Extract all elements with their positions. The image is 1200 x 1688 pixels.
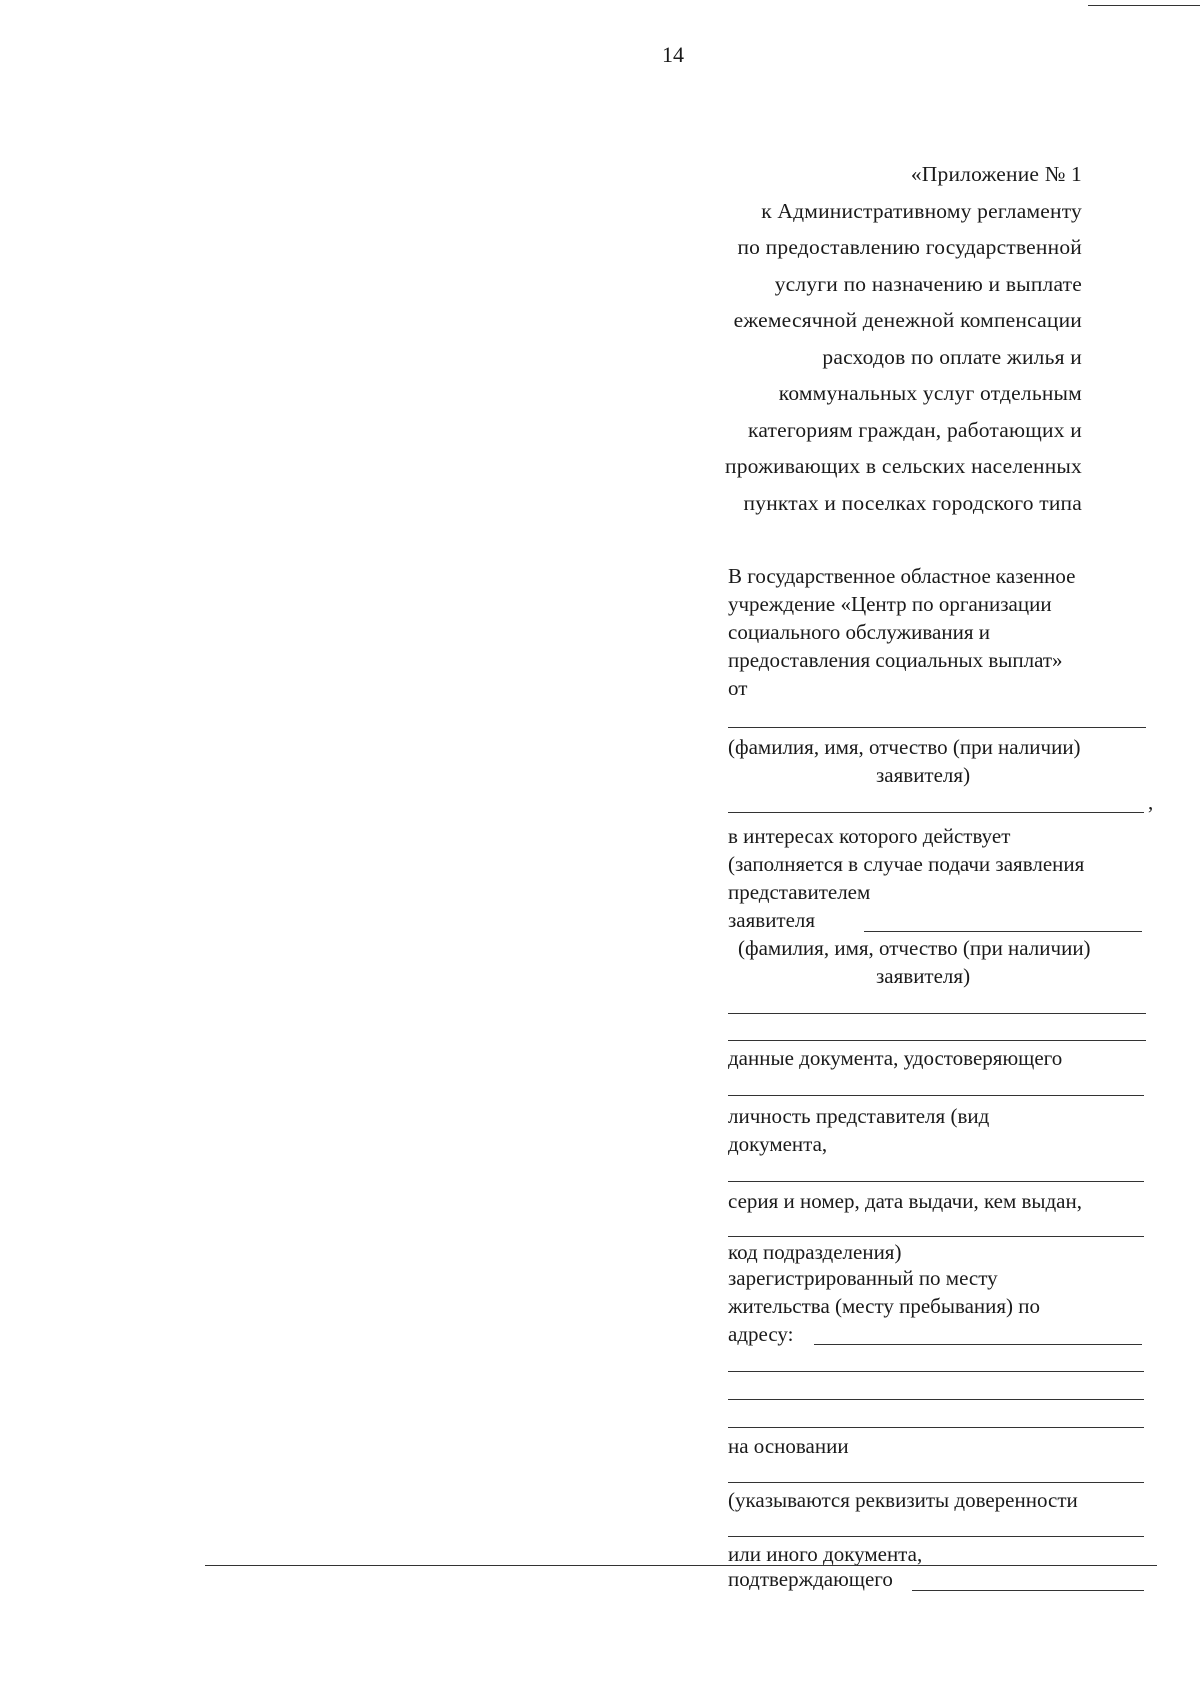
doc-data-label: данные документа, удостоверяющего: [728, 1046, 1063, 1070]
address-field[interactable]: [728, 1427, 1144, 1428]
address-field[interactable]: [728, 1399, 1144, 1400]
requisites-field[interactable]: [728, 1536, 1144, 1537]
requisites-hint: (указываются реквизиты доверенности: [728, 1488, 1078, 1512]
confirming-label: подтверждающего: [728, 1567, 893, 1591]
appendix-line: коммунальных услуг отдельным: [778, 381, 1082, 405]
basis-label: на основании: [728, 1434, 849, 1458]
other-doc-label: или иного документа,: [728, 1542, 923, 1566]
identity-label: документа,: [728, 1132, 828, 1156]
addressee-line: В государственное областное казенное: [728, 564, 1076, 588]
addressee-line: предоставления социальных выплат»: [728, 648, 1063, 672]
registered-label: зарегистрированный по месту: [728, 1266, 998, 1290]
appendix-line: «Приложение № 1: [910, 162, 1082, 186]
filled-when-note: (заполняется в случае подачи заявления: [728, 852, 1085, 876]
appendix-line: пунктах и поселках городского типа: [743, 490, 1082, 515]
series-label: серия и номер, дата выдачи, кем выдан,: [728, 1189, 1082, 1213]
applicant-extra-field[interactable]: [728, 812, 1144, 813]
addressee-line: учреждение «Центр по организации: [728, 592, 1052, 616]
identity-label: личность представителя (вид: [728, 1104, 990, 1128]
basis-field[interactable]: [728, 1482, 1144, 1483]
appendix-line: к Административному регламенту: [761, 198, 1082, 223]
address-field[interactable]: [728, 1371, 1144, 1372]
in-interests-label: в интересах которого действует: [728, 824, 1011, 848]
appendix-header: [622, 156, 1082, 521]
applicant-name-hint: (фамилия, имя, отчество (при наличии): [728, 735, 1081, 759]
doc-data-field[interactable]: [728, 1095, 1144, 1096]
identity-field[interactable]: [728, 1181, 1144, 1182]
comma-mark: ,: [1148, 790, 1154, 814]
series-field[interactable]: [728, 1236, 1144, 1237]
addressee-line: от: [728, 676, 748, 700]
top-edge-rule: [1088, 5, 1200, 6]
representative-extra-field[interactable]: [728, 1040, 1146, 1041]
appendix-line: категориям граждан, работающих и: [748, 417, 1082, 442]
representative-name-hint: заявителя): [876, 964, 971, 988]
appendix-line: расходов по оплате жилья и: [822, 344, 1082, 369]
appendix-line: проживающих в сельских населенных: [725, 454, 1082, 478]
representative-extra-field[interactable]: [728, 1013, 1146, 1014]
appendix-line: услуги по назначению и выплате: [774, 271, 1082, 296]
dept-code-label: код подразделения): [728, 1240, 902, 1264]
representative-name-hint: (фамилия, имя, отчество (при наличии): [738, 936, 1091, 960]
appendix-line: ежемесячной денежной компенсации: [733, 308, 1082, 332]
appendix-line: по предоставлению государственной: [737, 235, 1082, 259]
confirming-field[interactable]: [912, 1590, 1144, 1591]
bottom-rule: [205, 1565, 1157, 1566]
address-label: адресу:: [728, 1322, 794, 1346]
page-number: 14: [662, 42, 684, 67]
representative-name-field[interactable]: [864, 931, 1142, 932]
addressee-line: социального обслуживания и: [728, 620, 990, 644]
applicant-name-field[interactable]: [728, 727, 1146, 728]
registered-label: жительства (месту пребывания) по: [728, 1294, 1041, 1318]
applicant-name-hint: заявителя): [876, 763, 971, 787]
filled-when-note: представителем: [728, 880, 871, 904]
representative-label: заявителя: [728, 908, 816, 932]
address-field[interactable]: [814, 1344, 1142, 1345]
